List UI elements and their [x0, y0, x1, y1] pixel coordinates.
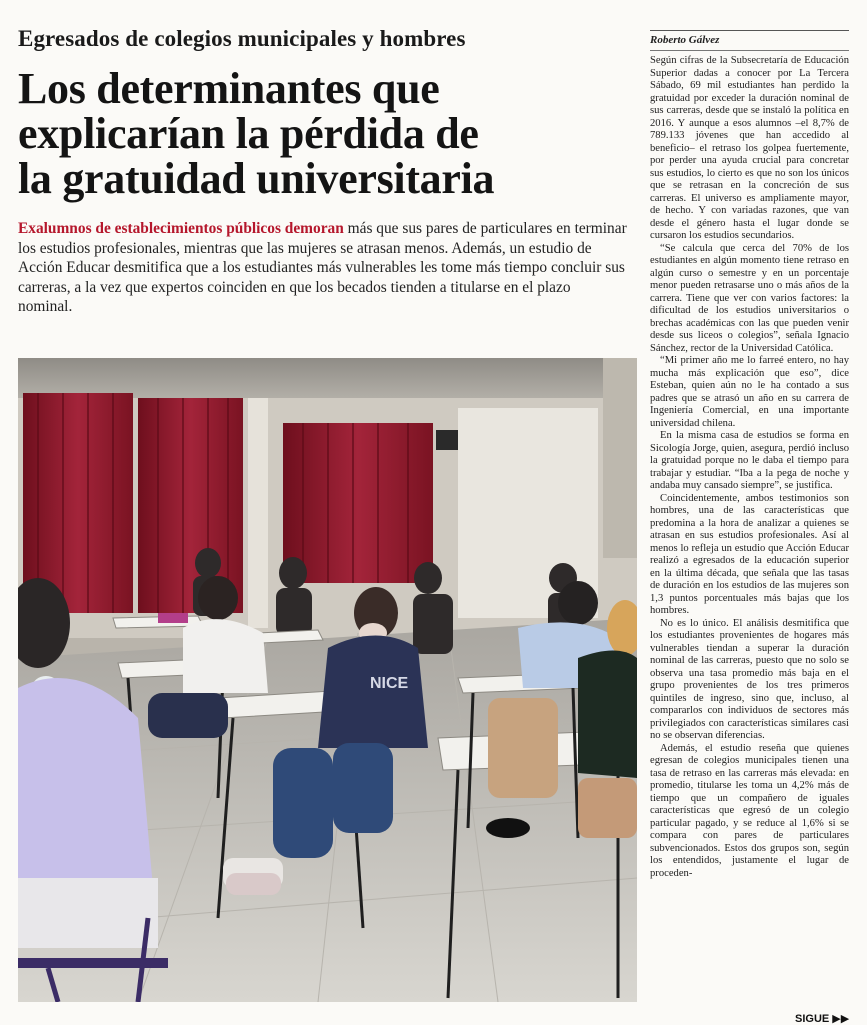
- headline-line: Los determinantes que: [18, 64, 440, 113]
- headline-line: la gratuidad universitaria: [18, 154, 495, 203]
- body-paragraph: No es lo único. El análisis desmitifica que los estudiantes provenientes de hogares más vulnerables tiendan a superar la duración nominal de las carreras, puesto que no solo se observa una tasa promedio más baja en el grupo provenientes de los tres primeros quintiles de ingreso, sino que, incluso, al compararlos con individuos de sectores más privilegiados con características similares casi no se observan diferencias.: [650, 617, 849, 741]
- article-headline: [18, 66, 638, 201]
- byline-rule: [650, 30, 849, 31]
- article-lead: [18, 219, 628, 317]
- headline-line: explicarían la pérdida de: [18, 109, 479, 158]
- body-paragraph: “Mi primer año me lo farreé entero, no hay mucha más explicación que eso”, dice Esteban, quien aún no le ha contado a sus padres que se atrasó un año en su carrera de Ingeniería Comercial, en una importante universidad chilena.: [650, 355, 849, 429]
- article-kicker: Egresados de colegios municipales y hombres: [18, 26, 466, 51]
- article-photo: [18, 358, 637, 1002]
- body-paragraph: En la misma casa de estudios se forma en Sicología Jorge, quien, asegura, perdió incluso la gratuidad porque no le daba el tiempo para trabajar y estudiar. “Iba a la pega de noche y andaba muy cansado siempre”, se justifica.: [650, 430, 849, 491]
- continue-link[interactable]: SIGUE ▶▶: [795, 1013, 850, 1025]
- byline-rule: [650, 50, 849, 51]
- article-byline: Roberto Gálvez: [650, 34, 720, 46]
- article-body: [650, 55, 849, 880]
- shirt-print: NICE: [370, 675, 409, 692]
- body-paragraph: “Se calcula que cerca del 70% de los estudiantes en algún momento tiene retraso en algún curso o semestre y en un porcentaje menor pueden retrasarse uno o más años de la carrera. Tiene que ver con varios factores: la dificultad de los estudios universitarios o brechas académicas con las que pueden venir desde sus liceos o colegios”, señala Ignacio Sánchez, rector de la Universidad Católica.: [650, 242, 849, 354]
- body-paragraph: Según cifras de la Subsecretaría de Educación Superior dadas a conocer por La Tercera Sábado, 69 mil estudiantes han perdido la gratuidad por exceder la duración nominal de sus carreras, desde que se instaló la política en 2016. Y aunque a esos alumnos –el 8,7% de 789.133 jóvenes que han accedido al beneficio– el retraso los golpea fuertemente, por perder una ayuda crucial para concretar sus estudios, lo cierto es que no son los únicos que se retrasan en la concreción de sus carreras. El universo es ampliamente mayor, de hecho. Y con variadas razones, que van desde el género hasta el lugar donde se cursaron los estudios secundarios.: [650, 55, 849, 241]
- classroom-photo: [18, 358, 637, 1002]
- lead-text: más que sus pares de particulares en terminar los estudios profesionales, mientras que las mujeres se atrasan menos. Además, un estudio de Acción Educar desmitifica que a los estudiantes más vulnerables les tome más tiempo concluir sus carreras, a la vez que expertos coinciden en que los becados tienden a titularse en el plazo nominal.: [18, 220, 627, 315]
- body-paragraph: Coincidentemente, ambos testimonios son hombres, una de las características que predomina a la hora de analizar a quienes se atrasan en sus estudios profesionales. Así al menos lo refleja un estudio que Acción Educar realizó a egresados de la educación superior en la última década, que señala que las tasas de duración en los estudios de las mujeres son 1,3 puntos porcentuales más bajas que los hombres.: [650, 492, 849, 616]
- body-paragraph: Además, el estudio reseña que quienes egresan de colegios municipales tienen una tasa de retraso en las carreras más elevada: en promedio, titularse les toma un 4,2% más de tiempo que un compañero de iguales características que egresó de un colegio particular pagado, y se reduce al 1,6% si se compara con pares de particulares subvencionados. Estos dos grupos son, según los entendidos, justamente el lugar de proceden-: [650, 742, 849, 879]
- lead-highlight: Exalumnos de establecimientos públicos demoran: [18, 220, 344, 237]
